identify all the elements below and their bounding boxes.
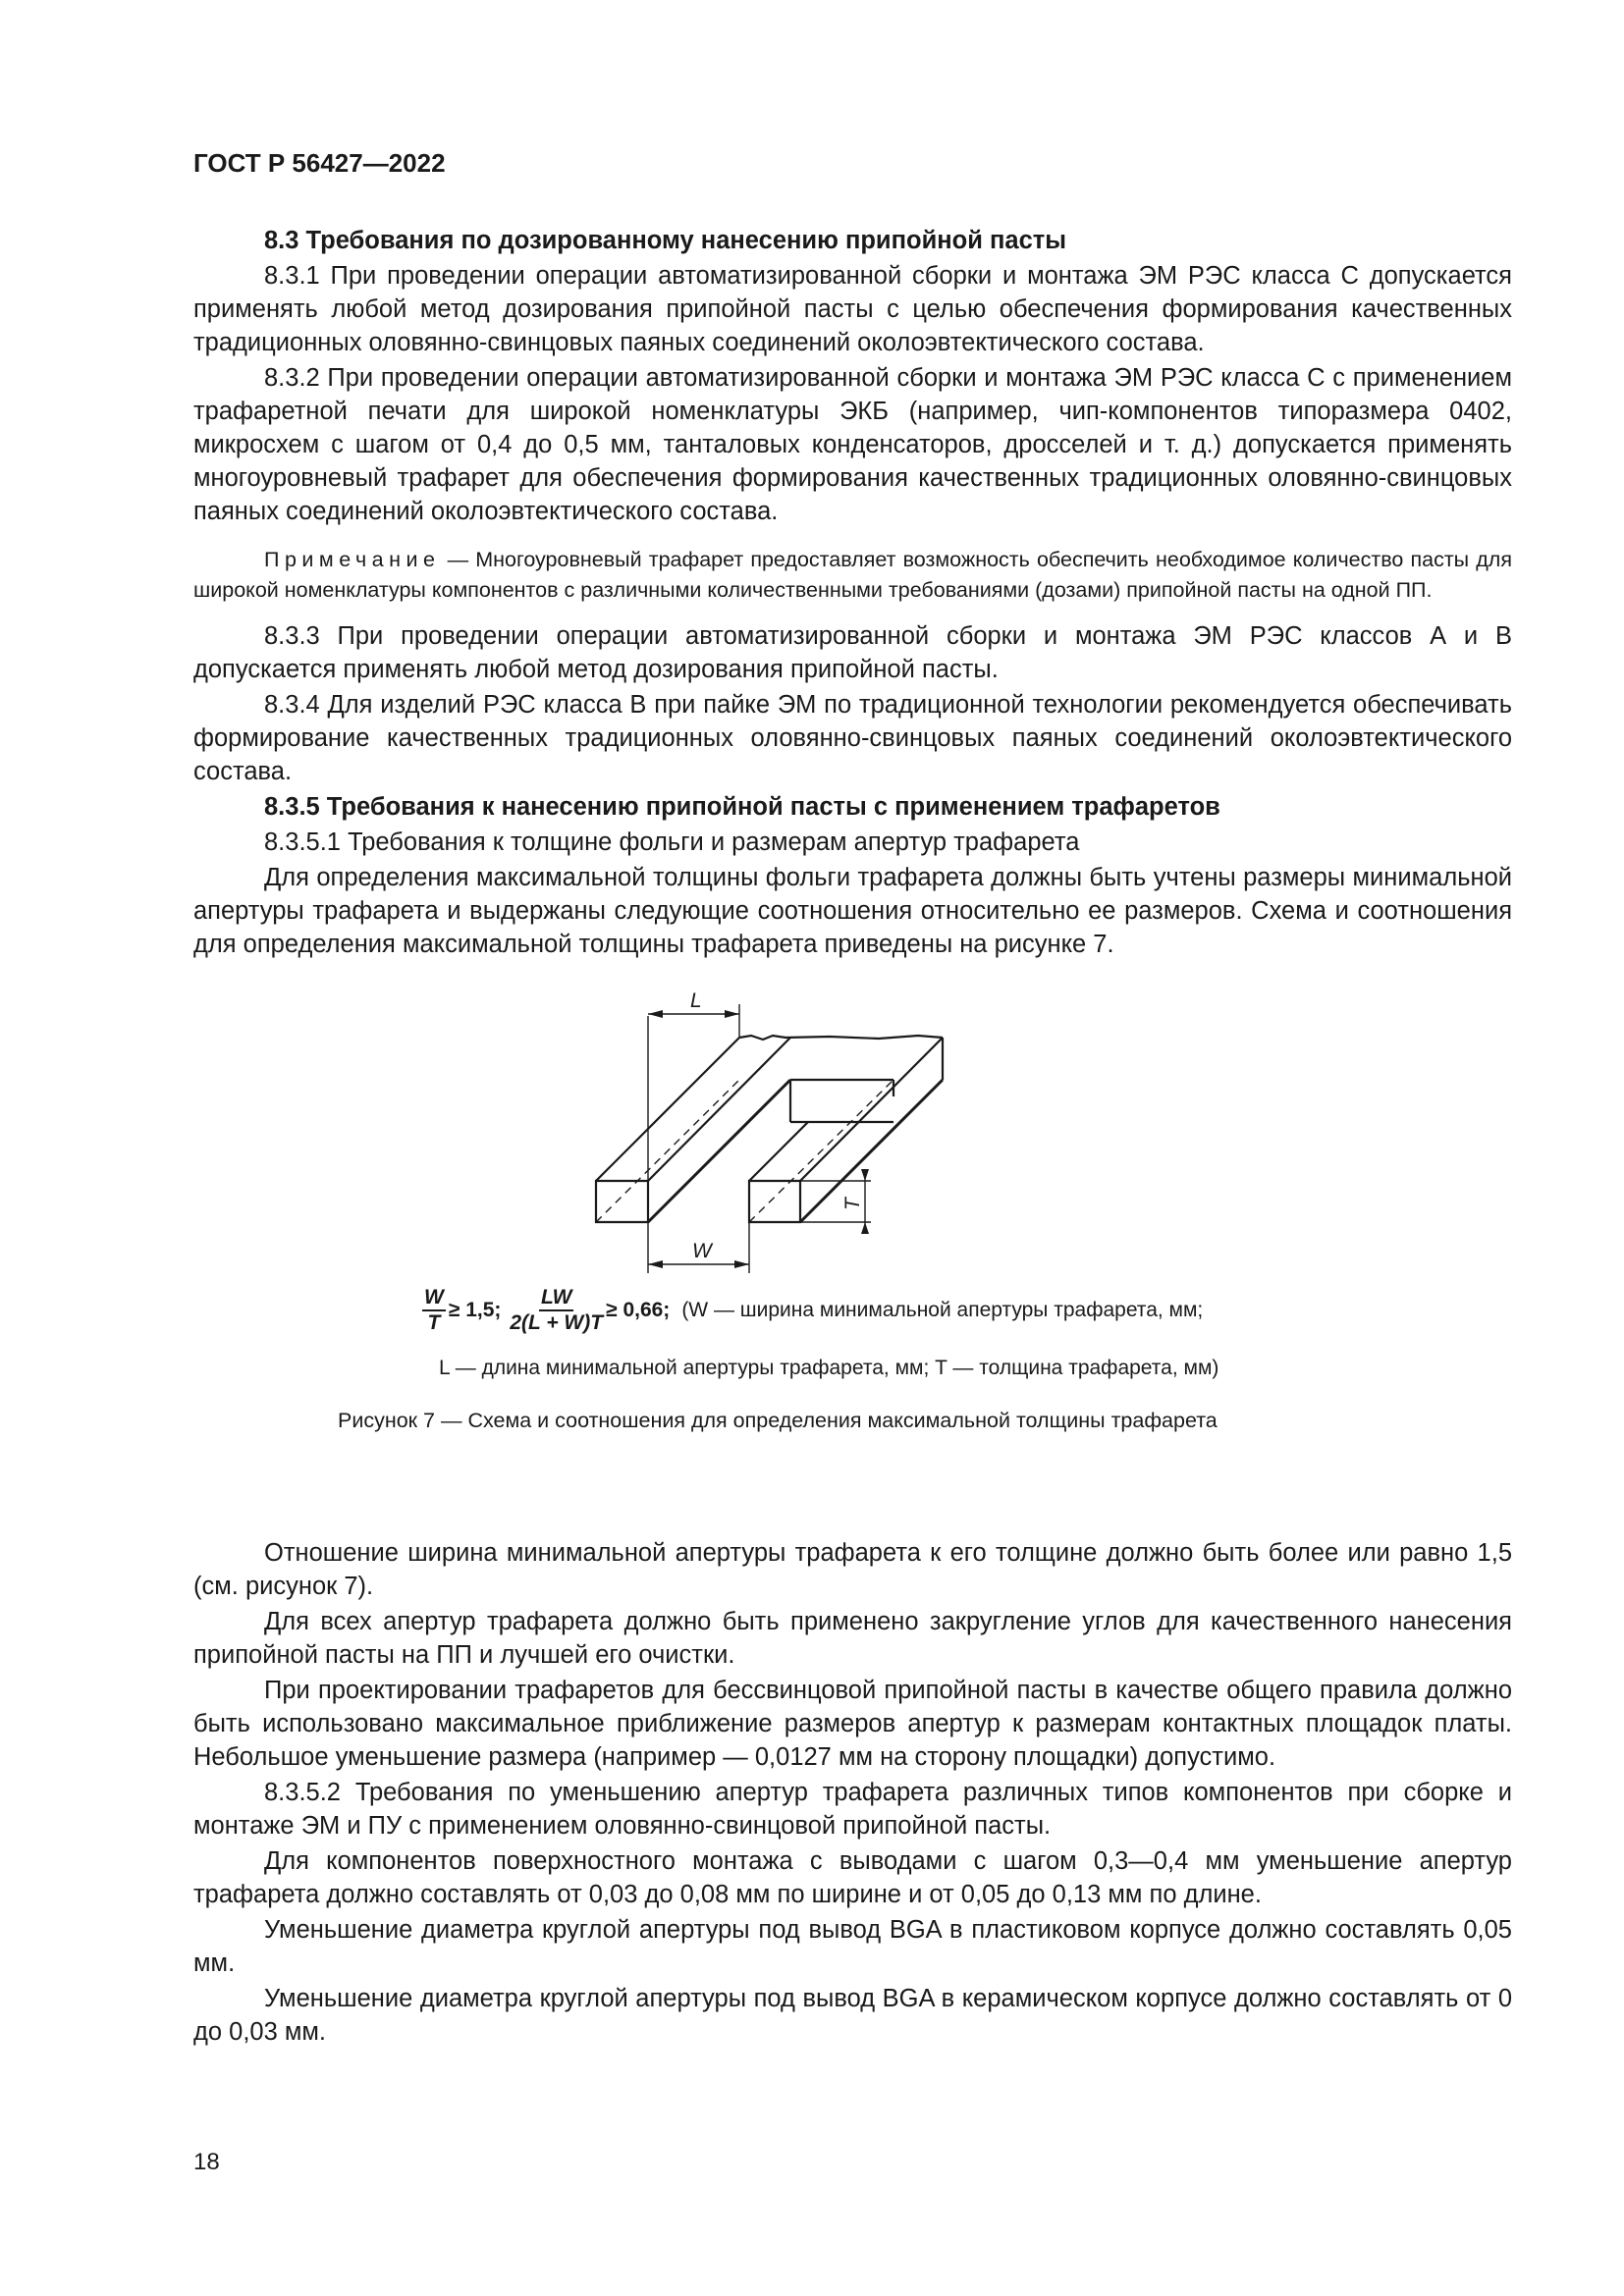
section-heading-8-3-5: 8.3.5 Требования к нанесению припойной пасты с применением трафаретов bbox=[264, 793, 1220, 821]
fraction-2-denominator: 2(L + W)T bbox=[510, 1311, 604, 1334]
paragraph-8-3-5-2: 8.3.5.2 Требования по уменьшению апертур трафарета различных типов компонентов при сборке и монтаже ЭМ и ПУ с применением оловянно-свинцовой припойной пасты. bbox=[193, 1779, 1512, 1840]
fraction-1-denominator: T bbox=[427, 1311, 441, 1334]
right-bar-front-face bbox=[749, 1181, 800, 1222]
stencil-aperture-diagram bbox=[594, 987, 1056, 1281]
note-block bbox=[193, 545, 1512, 606]
legend-line-2: L — длина минимальной апертуры трафарета, мм; T — толщина трафарета, мм) bbox=[439, 1357, 1219, 1379]
fraction-2-numerator: LW bbox=[539, 1286, 574, 1311]
paragraph-lead-free: При проектировании трафаретов для бессвинцовой припойной пасты в качестве общего правила должно быть использовано максимальное приближение размеров апертур к размерам контактных площадок платы. Небольшое уменьшение размера (например — 0,0127 мм на сторону площадки) допустимо. bbox=[193, 1677, 1512, 1771]
paragraph-foil-thickness: Для определения максимальной толщины фольги трафарета должны быть учтены размеры минимальной апертуры трафарета и выдержаны следующие соотношения относительно ее размеров. Схема и соотношения для определения максимальной толщины трафарета приведены на рисунке 7. bbox=[193, 864, 1512, 958]
figure-7 bbox=[193, 987, 1512, 1536]
relation-2: ≥ 0,66; bbox=[606, 1299, 671, 1321]
dim-label-T: T bbox=[841, 1198, 864, 1210]
fraction-lw-ratio bbox=[510, 1286, 603, 1335]
paragraph-8-3-2: 8.3.2 При проведении операции автоматизированной сборки и монтажа ЭМ РЭС класса С с применением трафаретной печати для широкой номенклатуры ЭКБ (например, чип-компонентов типоразмера 0402, микросхем с шагом от 0,4 до 0,5 мм, танталовых конденсаторов, дросселей и т. д.) допускается применять многоуровневый трафарет для обеспечения формирования качественных традиционных оловянно-свинцовых паяных соединений околоэвтектического состава. bbox=[193, 364, 1512, 525]
note-text: — Многоуровневый трафарет предоставляет возможность обеспечить необходимое количество пасты для широкой номенклатуры компонентов с различными количественными требованиями (дозами) припойной пасты на одной ПП. bbox=[193, 548, 1512, 602]
document-code-header: ГОСТ Р 56427—2022 bbox=[193, 148, 446, 178]
paragraph-8-3-1: 8.3.1 При проведении операции автоматизированной сборки и монтажа ЭМ РЭС класса С допускается применять любой метод дозирования припойной пасты с целью обеспечения формирования качественных традиционных оловянно-свинцовых паяных соединений околоэвтектического состава. bbox=[193, 262, 1512, 356]
paragraph-ratio: Отношение ширина минимальной апертуры трафарета к его толщине должно быть более или равно 1,5 (см. рисунок 7). bbox=[193, 1539, 1512, 1600]
paragraph-rounding: Для всех апертур трафарета должно быть применено закругление углов для качественного нанесения припойной пасты на ПП и лучшей его очистки. bbox=[193, 1608, 1512, 1669]
page-number: 18 bbox=[193, 2149, 220, 2175]
paragraph-bga-ceramic: Уменьшение диаметра круглой апертуры под вывод BGA в керамическом корпусе должно составлять от 0 до 0,03 мм. bbox=[193, 1985, 1512, 2046]
paragraph-8-3-3: 8.3.3 При проведении операции автоматизированной сборки и монтажа ЭМ РЭС классов А и В допускается применять любой метод дозирования припойной пасты. bbox=[193, 622, 1512, 683]
dim-label-W: W bbox=[692, 1240, 712, 1262]
paragraph-8-3-5-1: 8.3.5.1 Требования к толщине фольги и размерам апертур трафарета bbox=[264, 828, 1080, 856]
legend-line-1: (W — ширина минимальной апертуры трафарета, мм; bbox=[681, 1299, 1204, 1321]
paragraph-8-3-4: 8.3.4 Для изделий РЭС класса В при пайке ЭМ по традиционной технологии рекомендуется обеспечивать формирование качественных традиционных оловянно-свинцовых паяных соединений околоэвтектического состава. bbox=[193, 691, 1512, 785]
figure-caption: Рисунок 7 — Схема и соотношения для определения максимальной толщины трафарета bbox=[338, 1409, 1218, 1432]
fraction-w-over-t bbox=[422, 1286, 446, 1335]
fraction-1-numerator: W bbox=[422, 1286, 446, 1311]
left-bar-front-face bbox=[596, 1181, 648, 1222]
section-heading-8-3: 8.3 Требования по дозированному нанесению припойной пасты bbox=[264, 227, 1067, 254]
relation-1: ≥ 1,5; bbox=[448, 1299, 502, 1321]
paragraph-bga-plastic: Уменьшение диаметра круглой апертуры под вывод BGA в пластиковом корпусе должно составлять 0,05 мм. bbox=[193, 1916, 1512, 1977]
note-label: Примечание bbox=[264, 548, 441, 571]
formula-line bbox=[419, 1286, 1203, 1335]
page-content bbox=[193, 224, 1512, 2051]
paragraph-smd: Для компонентов поверхностного монтажа с выводами с шагом 0,3—0,4 мм уменьшение апертур трафарета должно составлять от 0,03 до 0,08 мм по ширине и от 0,05 до 0,13 мм по длине. bbox=[193, 1847, 1512, 1908]
dim-label-L: L bbox=[690, 989, 702, 1012]
